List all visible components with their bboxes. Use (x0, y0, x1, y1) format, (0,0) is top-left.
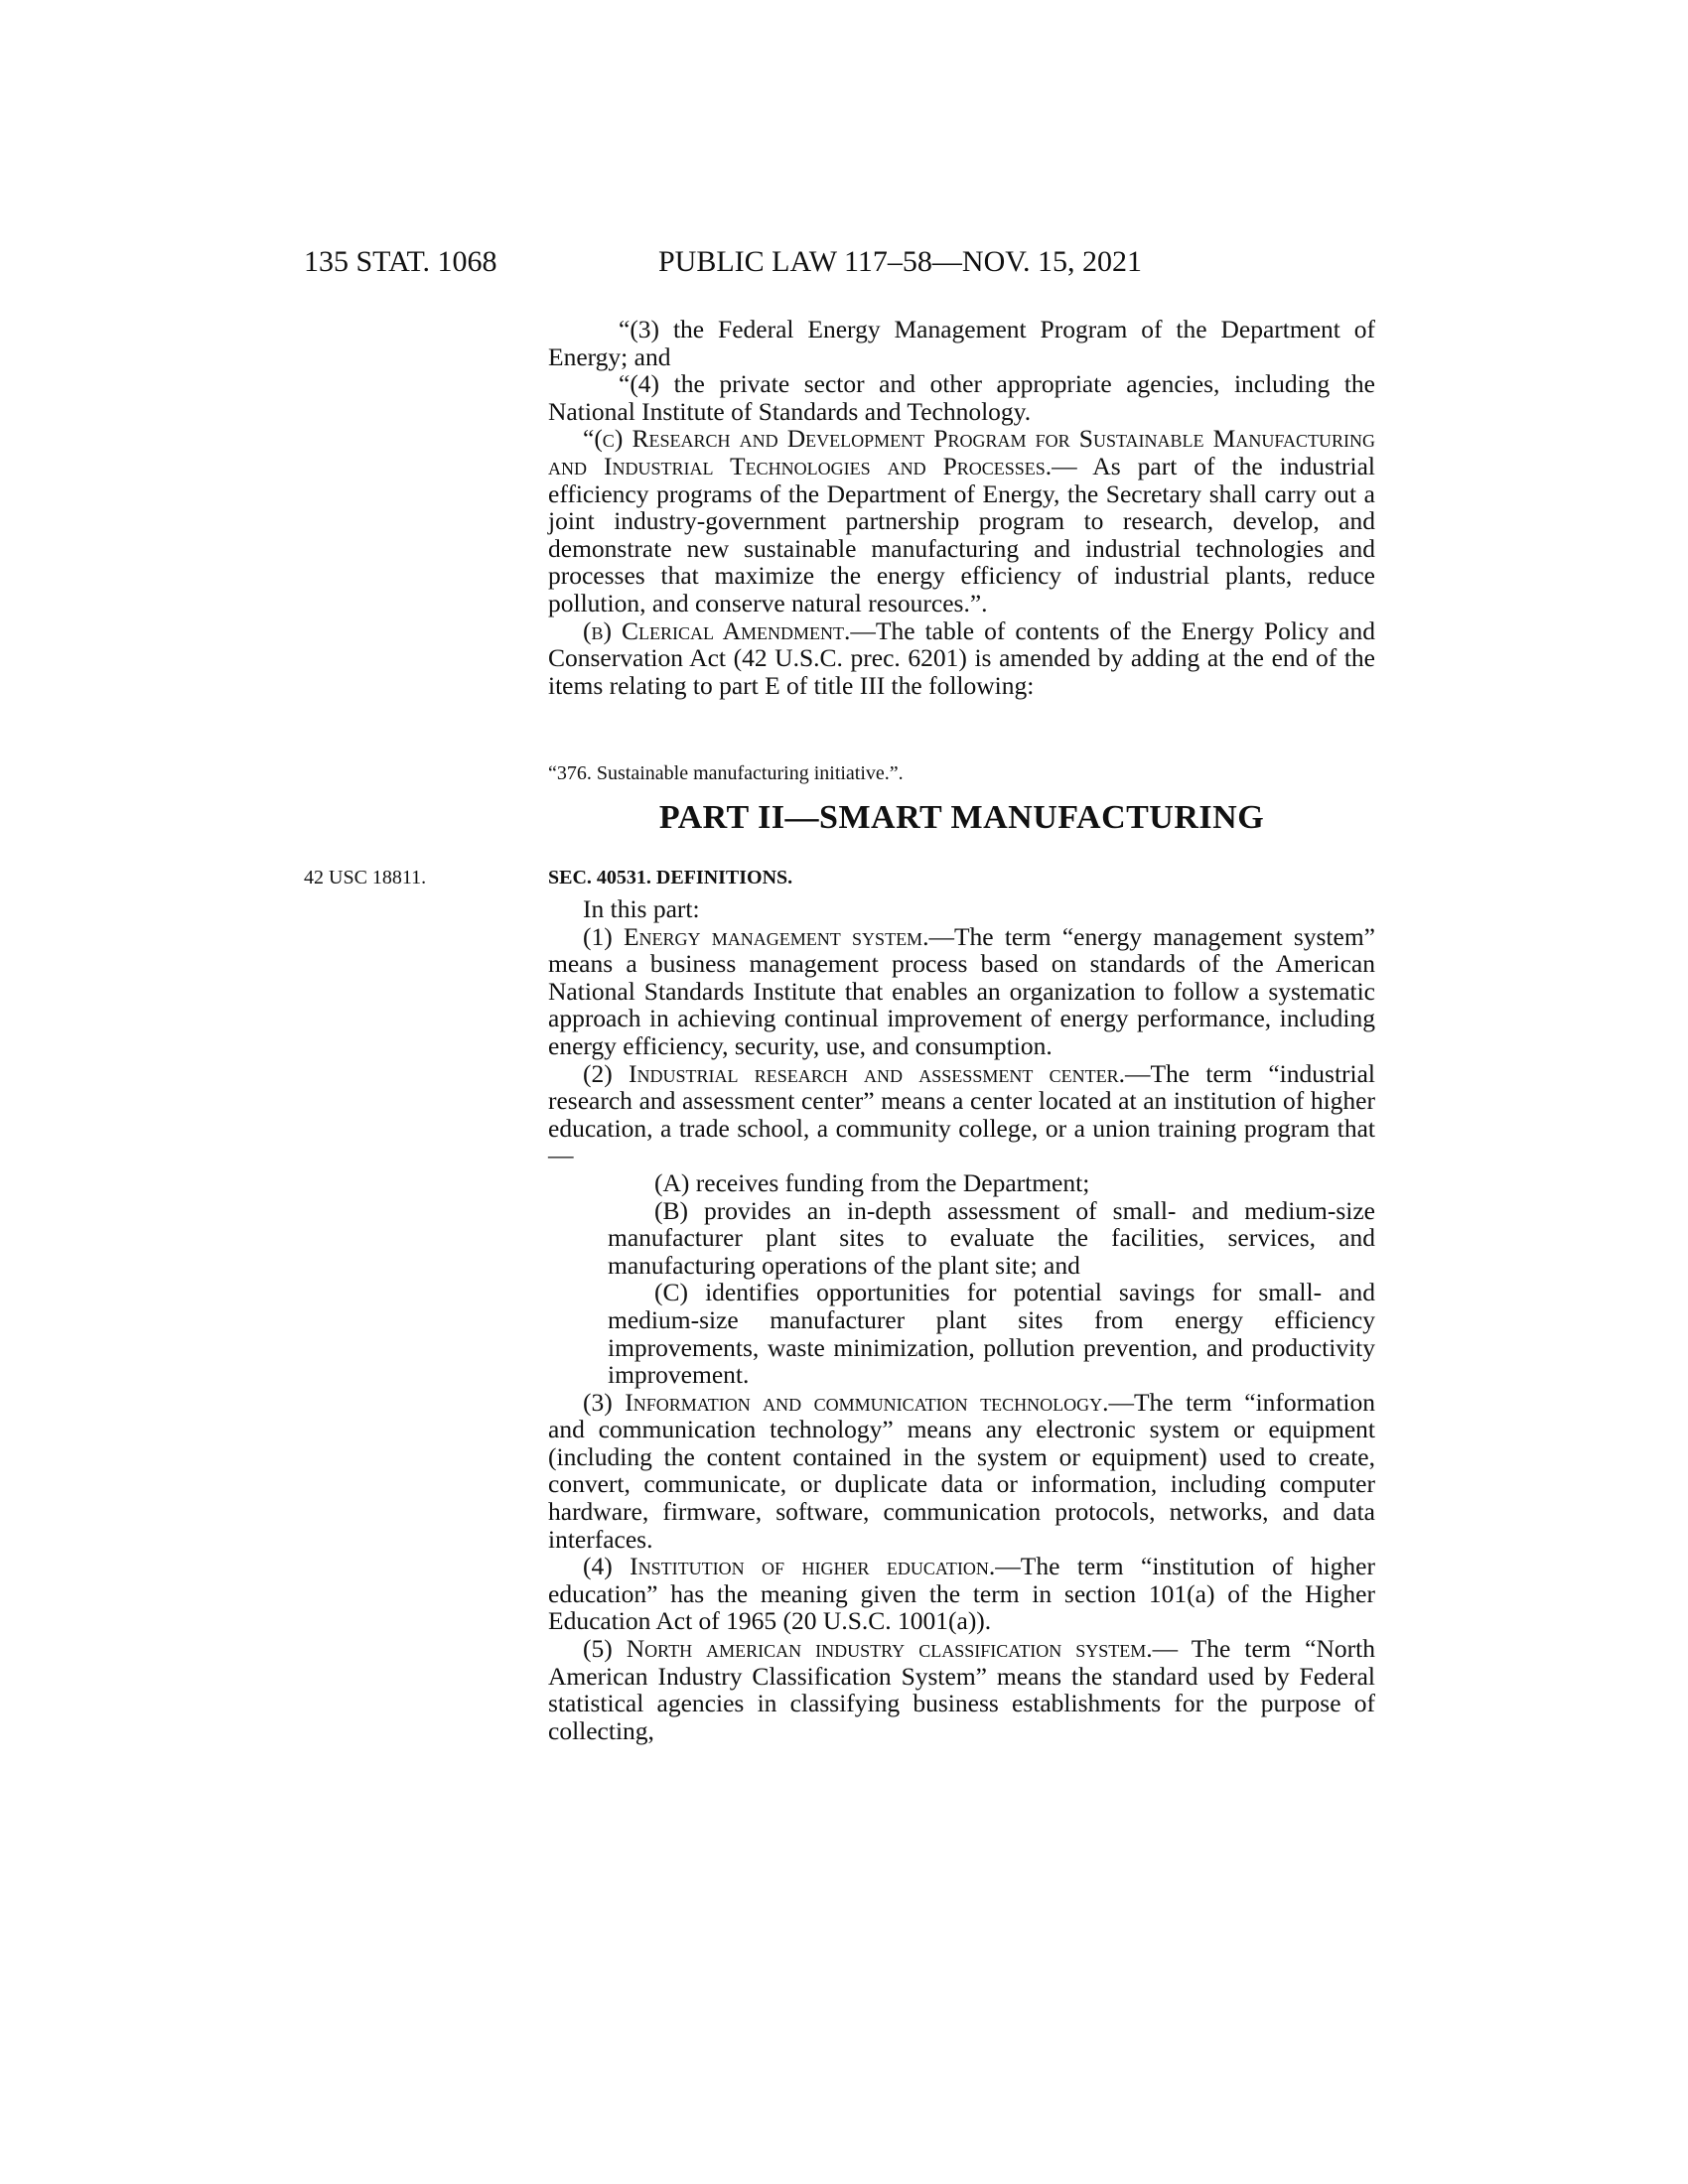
definition-3-heading: (3) Information and communication technology. (583, 1387, 1109, 1417)
section-heading: SEC. 40531. DEFINITIONS. (548, 867, 793, 888)
definition-5-heading: (5) North american industry classification system. (583, 1634, 1153, 1664)
definition-4 (548, 1553, 1375, 1635)
public-law-header: PUBLIC LAW 117–58—NOV. 15, 2021 (658, 245, 1143, 278)
definition-3 (548, 1389, 1375, 1554)
clerical-amendment-body: —The table of contents of the Energy Policy and Conservation Act (42 U.S.C. prec. 6201) is amended by adding at the end of the items relating to part E of title III the following: (548, 615, 1375, 700)
definitions-intro: In this part: (583, 894, 700, 923)
definition-5-body: — The term “North American Industry Classification System” means the standard used by Federal statistical agencies in classifying business establishments for the purpose of collecting, (548, 1634, 1375, 1745)
table-of-contents-item: “376. Sustainable manufacturing initiative.”. (548, 762, 904, 784)
subsection-c-heading: “(c) Research and Development Program for Sustainable Manufacturing and Industrial Technologies and Processes.— (548, 424, 1375, 480)
definition-2 (548, 1060, 1375, 1169)
paragraph-4: “(4) the private sector and other appropriate agencies, including the National Institute of Standards and Technology. (548, 369, 1375, 426)
definition-2-a: (A) receives funding from the Department; (654, 1167, 1090, 1197)
page-stat-citation: 135 STAT. 1068 (304, 245, 497, 278)
definition-2-b: (B) provides an in-depth assessment of small- and medium-size manufacturer plant sites to evaluate the facilities, services, and manufacturing operations of the plant site; and (608, 1195, 1375, 1280)
subsection-c (548, 425, 1375, 616)
definition-1 (548, 923, 1375, 1060)
definition-2-body: —The term “industrial research and assessment center” means a center located at an institution of higher education, a trade school, a community college, or a union training program that— (548, 1058, 1376, 1170)
clerical-amendment-heading: (b) Clerical Amendment. (583, 615, 851, 645)
usc-margin-note: 42 USC 18811. (304, 867, 427, 888)
clerical-amendment (548, 617, 1375, 700)
paragraph-3: “(3) the Federal Energy Management Program of the Department of Energy; and (548, 315, 1375, 371)
continued-text-block (548, 316, 1375, 699)
definition-3-body: —The term “information and communication technology” means any electronic system or equipment (including the content contained in the system or equipment) used to create, convert, communicate, or duplicate data or information, including computer hardware, firmware, software, communication protocols, networks, and data interfaces. (548, 1387, 1375, 1554)
definition-4-heading: (4) Institution of higher education. (583, 1552, 996, 1581)
definition-2-heading: (2) Industrial research and assessment center. (583, 1058, 1125, 1088)
definition-4-body: —The term “institution of higher education” has the meaning given the term in section 101(a) of the Higher Education Act of 1965 (20 U.S.C. 1001(a)). (548, 1552, 1375, 1636)
definition-1-body: —The term “energy management system” means a business management process based on standards of the American National Standards Institute that enables an organization to follow a systematic approach in achieving continual improvement of energy performance, including energy efficiency, security, use, and consumption. (548, 921, 1375, 1060)
subsection-c-body: As part of the industrial efficiency programs of the Department of Energy, the Secretary shall carry out a joint industry-government partnership program to research, develop, and demonstrate new sustainable manufacturing and industrial technologies and processes that maximize the energy efficiency of industrial plants, reduce pollution, and conserve natural resources.”. (548, 451, 1376, 617)
definition-1-heading: (1) Energy management system. (583, 921, 929, 951)
definition-2-c: (C) identifies opportunities for potential savings for small- and medium-size manufacturer plant sites from energy efficiency improvements, waste minimization, pollution prevention, and productivity improvement. (608, 1278, 1375, 1390)
part-title: PART II—SMART MANUFACTURING (658, 799, 1265, 836)
definitions-text-block (548, 895, 1375, 1744)
definition-5 (548, 1635, 1375, 1744)
